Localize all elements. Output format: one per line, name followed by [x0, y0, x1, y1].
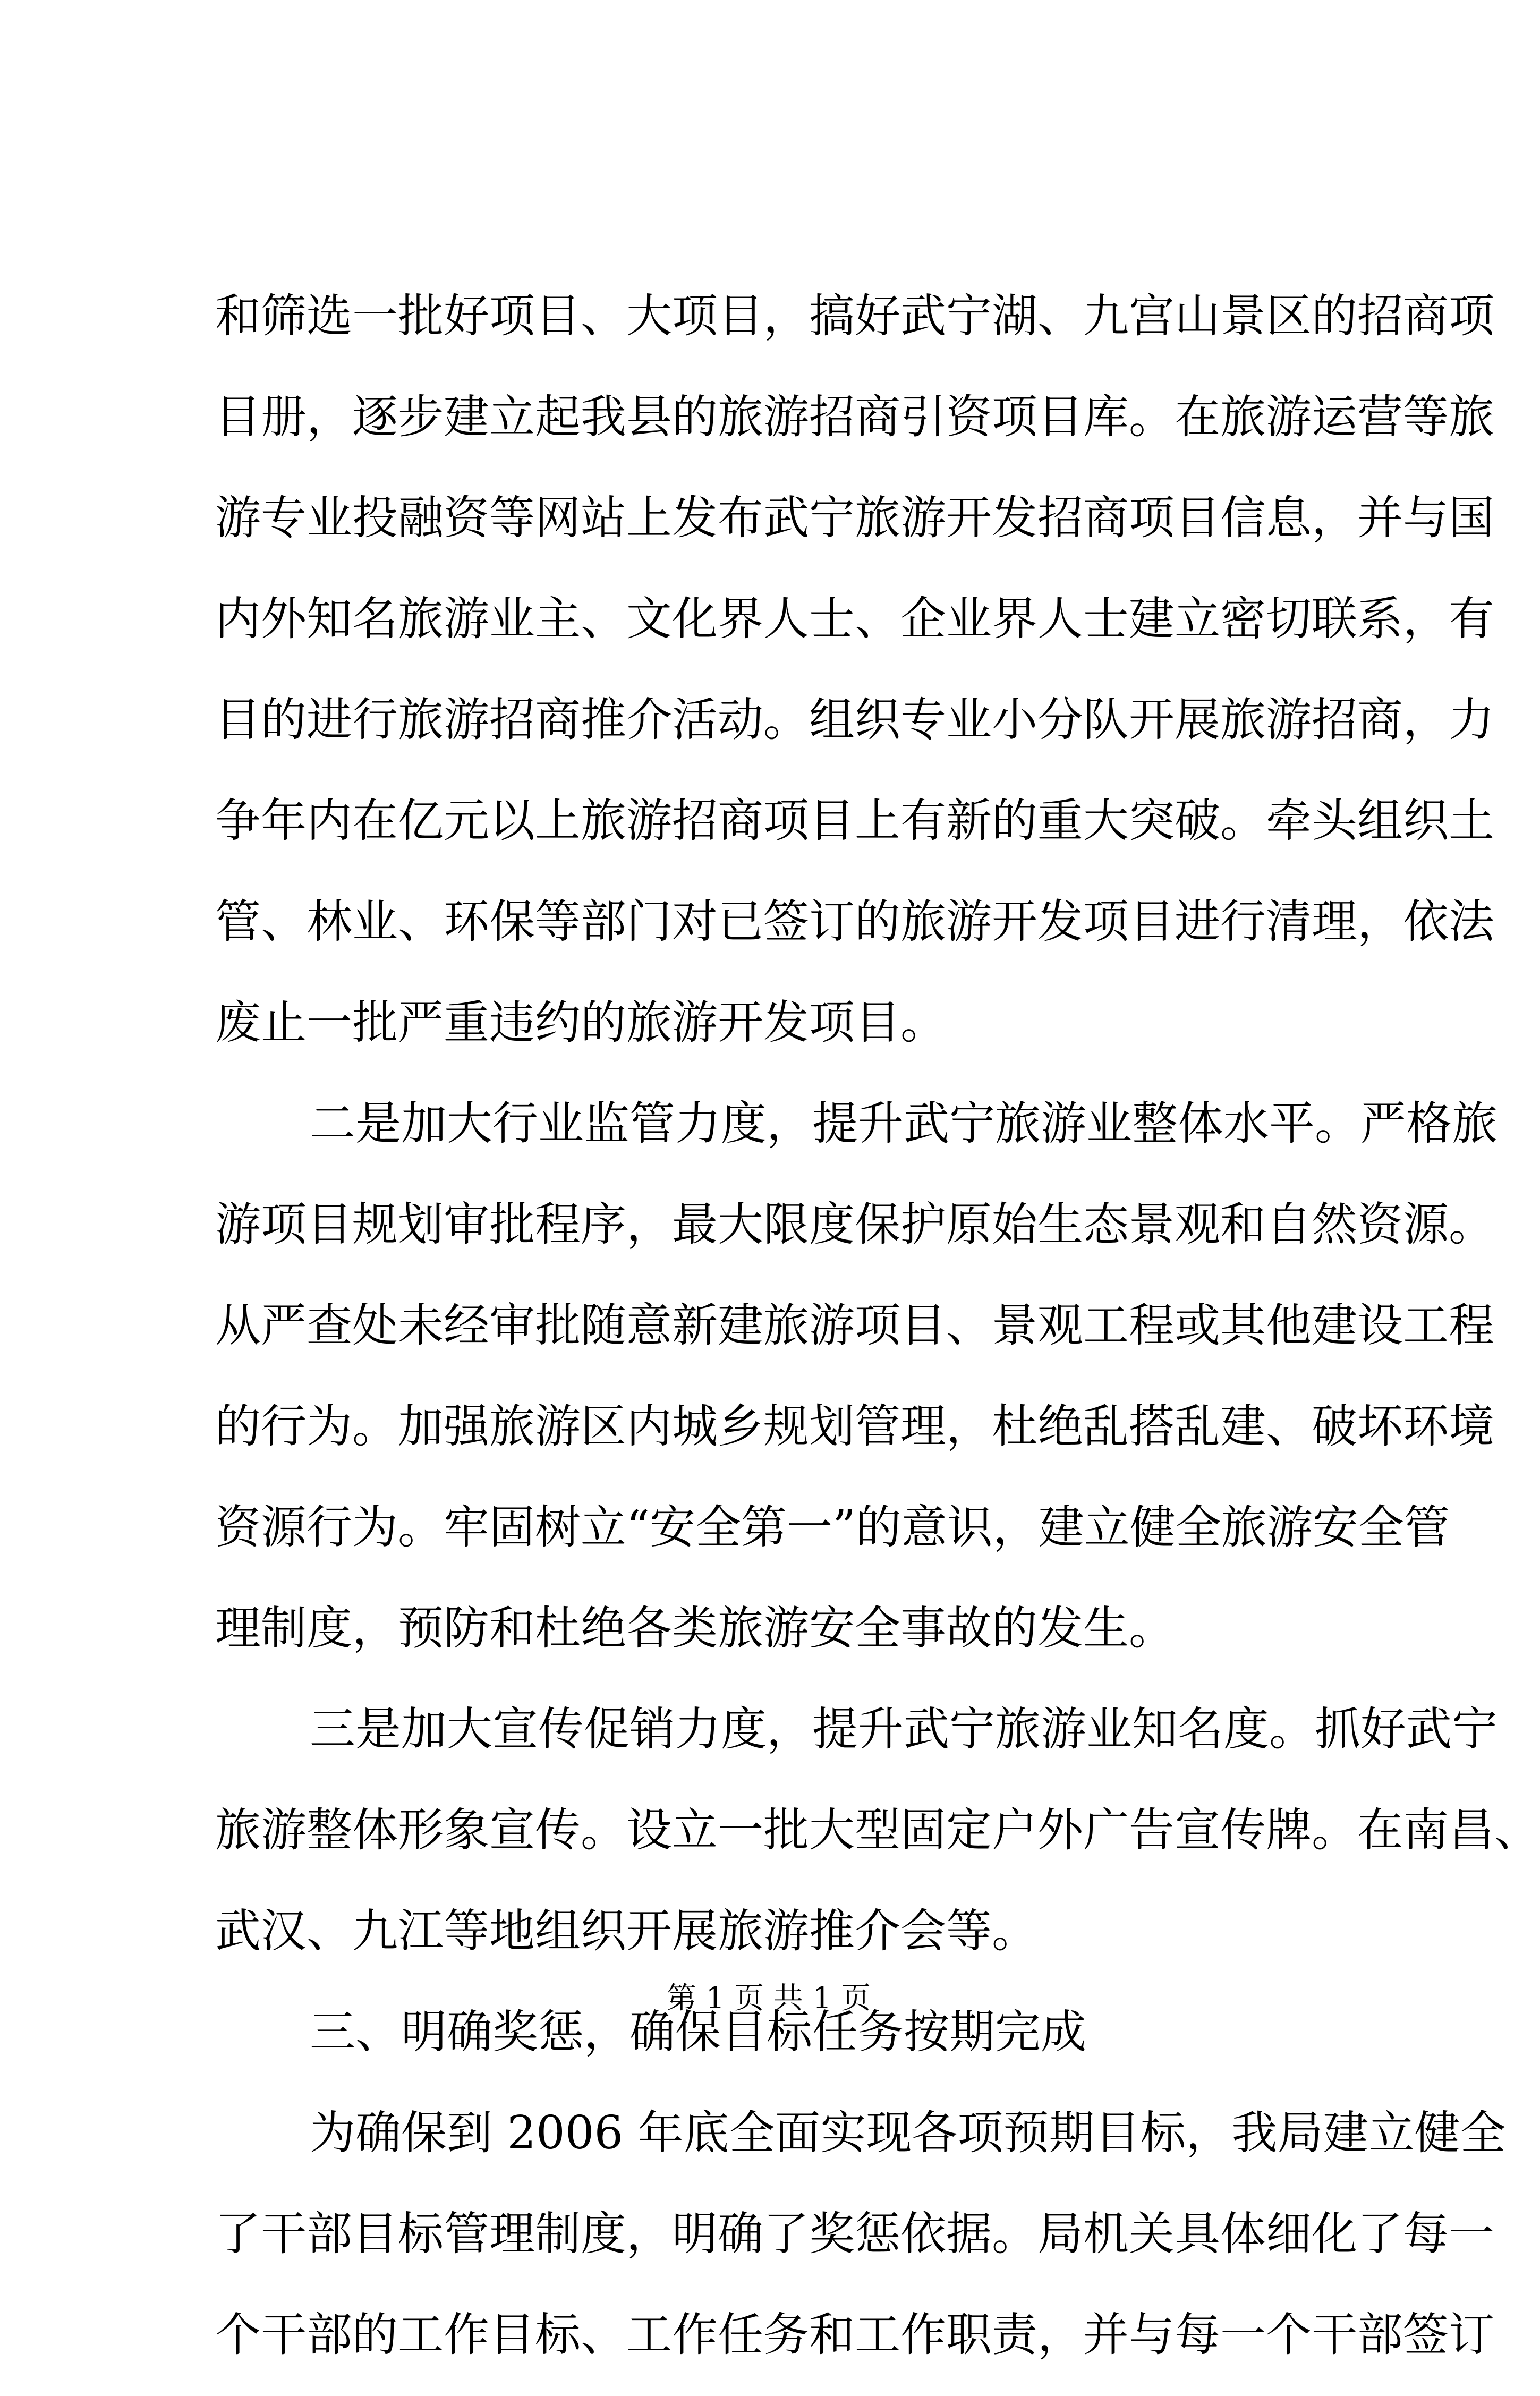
paragraph-line: 从严查处未经审批随意新建旅游项目、景观工程或其他建设工程 — [215, 1299, 1494, 1352]
paragraph-line: 理制度，预防和杜绝各类旅游安全事故的发生。 — [215, 1602, 1175, 1655]
paragraph-line: 个干部的工作目标、工作任务和工作职责，并与每一个干部签订 — [215, 2308, 1494, 2361]
paragraph-line: 的行为。加强旅游区内城乡规划管理，杜绝乱搭乱建、破坏环境 — [215, 1400, 1494, 1453]
paragraph-line: 废止一批严重违约的旅游开发项目。 — [215, 996, 946, 1049]
paragraph-line: 为确保到 2006 年底全面实现各项预期目标，我局建立健全 — [310, 2106, 1506, 2160]
paragraph-line: 资源行为。牢固树立“安全第一”的意识，建立健全旅游安全管 — [215, 1501, 1450, 1554]
paragraph-line: 游项目规划审批程序，最大限度保护原始生态景观和自然资源。 — [215, 1198, 1494, 1251]
paragraph-line: 二是加大行业监管力度，提升武宁旅游业整体水平。严格旅 — [310, 1097, 1498, 1150]
paragraph-line: 目的进行旅游招商推介活动。组织专业小分队开展旅游招商，力 — [215, 693, 1494, 746]
paragraph-line: 三是加大宣传促销力度，提升武宁旅游业知名度。抓好武宁 — [310, 1703, 1498, 1756]
document-body — [215, 276, 1540, 2396]
paragraph-line: 旅游整体形象宣传。设立一批大型固定户外广告宣传牌。在南昌、 — [215, 1804, 1540, 1857]
section-heading: 三、明确奖惩，确保目标任务按期完成 — [310, 2006, 1086, 2059]
paragraph-line: 和筛选一批好项目、大项目，搞好武宁湖、九宫山景区的招商项 — [215, 290, 1494, 343]
paragraph-line: 游专业投融资等网站上发布武宁旅游开发招商项目信息，并与国 — [215, 491, 1494, 545]
page-footer: 第 1 页 共 1 页 — [666, 1981, 871, 2016]
paragraph-line: 了干部目标管理制度，明确了奖惩依据。局机关具体细化了每一 — [215, 2207, 1494, 2261]
paragraph-line: 争年内在亿元以上旅游招商项目上有新的重大突破。牵头组织土 — [215, 794, 1494, 847]
paragraph-line: 管、林业、环保等部门对已签订的旅游开发项目进行清理，依法 — [215, 895, 1494, 948]
paragraph-line: 内外知名旅游业主、文化界人士、企业界人士建立密切联系，有 — [215, 592, 1494, 645]
paragraph-line: 目册，逐步建立起我县的旅游招商引资项目库。在旅游运营等旅 — [215, 390, 1494, 444]
paragraph-line: 武汉、九江等地组织开展旅游推介会等。 — [215, 1905, 1037, 1958]
